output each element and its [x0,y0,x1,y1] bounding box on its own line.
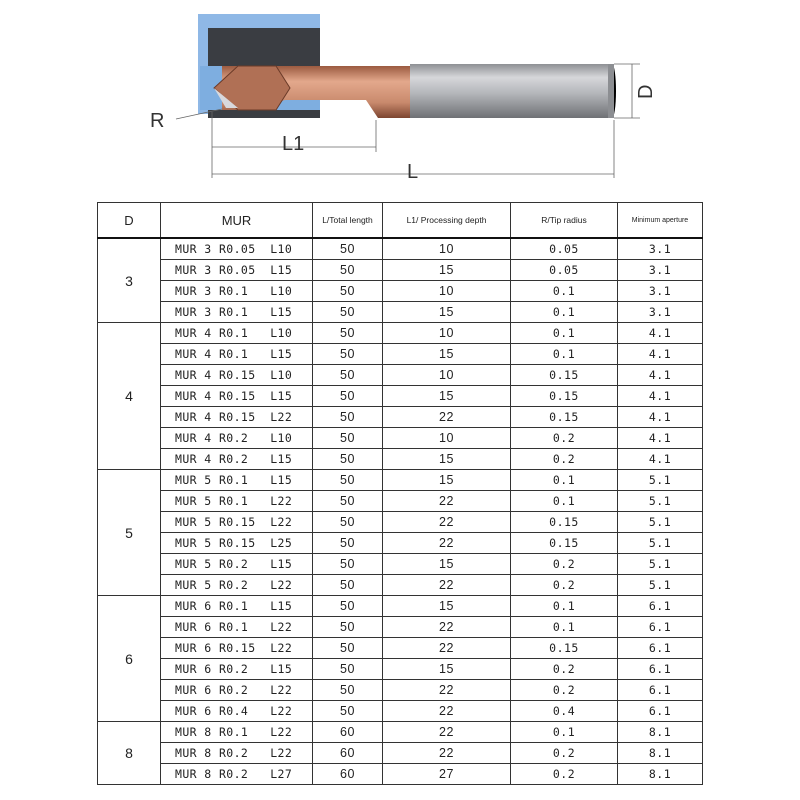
cell-total-length: 50 [313,491,383,512]
cell-tip-radius: 0.15 [511,512,618,533]
cell-processing-depth: 15 [383,596,511,617]
table-row [98,617,703,638]
cell-min-aperture: 8.1 [618,722,703,743]
cell-processing-depth: 22 [383,575,511,596]
cell-tip-radius: 0.1 [511,323,618,344]
cell-tip-radius: 0.1 [511,302,618,323]
cell-model: MUR 8 R0.2 L27 [161,764,313,785]
table-row [98,449,703,470]
cell-total-length: 50 [313,365,383,386]
cell-tip-radius: 0.1 [511,281,618,302]
table-row [98,701,703,722]
cell-min-aperture: 5.1 [618,575,703,596]
cell-tip-radius: 0.2 [511,575,618,596]
cell-min-aperture: 4.1 [618,428,703,449]
diameter-group [98,470,703,596]
cell-min-aperture: 8.1 [618,764,703,785]
cell-total-length: 50 [313,449,383,470]
cell-total-length: 50 [313,238,383,260]
cell-processing-depth: 10 [383,281,511,302]
cell-tip-radius: 0.2 [511,659,618,680]
cell-d: 4 [98,323,161,470]
cell-total-length: 50 [313,470,383,491]
cell-tip-radius: 0.1 [511,344,618,365]
table-row [98,764,703,785]
cell-model: MUR 3 R0.05 L10 [161,238,313,260]
table-row [98,407,703,428]
cell-min-aperture: 6.1 [618,596,703,617]
table-row [98,575,703,596]
cell-min-aperture: 5.1 [618,491,703,512]
cell-model: MUR 6 R0.1 L22 [161,617,313,638]
table-row [98,365,703,386]
cell-model: MUR 6 R0.4 L22 [161,701,313,722]
cell-total-length: 50 [313,260,383,281]
cell-total-length: 50 [313,638,383,659]
header-processing-depth: L1/ Processing depth [383,203,511,239]
cell-processing-depth: 15 [383,386,511,407]
cell-total-length: 60 [313,743,383,764]
table-row [98,344,703,365]
cell-min-aperture: 4.1 [618,344,703,365]
diameter-group [98,596,703,722]
cell-model: MUR 4 R0.2 L15 [161,449,313,470]
cell-tip-radius: 0.15 [511,365,618,386]
cell-processing-depth: 22 [383,512,511,533]
cell-min-aperture: 6.1 [618,701,703,722]
cell-min-aperture: 6.1 [618,617,703,638]
table-row [98,428,703,449]
table-row [98,533,703,554]
cell-min-aperture: 6.1 [618,659,703,680]
cell-d: 6 [98,596,161,722]
cell-total-length: 50 [313,575,383,596]
table-row [98,302,703,323]
header-row [98,203,703,239]
diameter-group [98,722,703,785]
diameter-group [98,238,703,323]
cell-processing-depth: 10 [383,323,511,344]
cell-processing-depth: 15 [383,344,511,365]
cell-processing-depth: 22 [383,533,511,554]
cell-model: MUR 5 R0.1 L15 [161,470,313,491]
cell-model: MUR 5 R0.15 L22 [161,512,313,533]
cell-processing-depth: 10 [383,428,511,449]
cell-model: MUR 4 R0.15 L10 [161,365,313,386]
cell-tip-radius: 0.1 [511,617,618,638]
cell-tip-radius: 0.15 [511,533,618,554]
cell-model: MUR 8 R0.1 L22 [161,722,313,743]
table-row [98,238,703,260]
label-d: D [635,84,657,99]
cell-tip-radius: 0.05 [511,238,618,260]
table-row [98,512,703,533]
cell-d: 5 [98,470,161,596]
cell-tip-radius: 0.1 [511,596,618,617]
table-row [98,470,703,491]
cell-model: MUR 4 R0.15 L22 [161,407,313,428]
cell-min-aperture: 6.1 [618,638,703,659]
cell-tip-radius: 0.1 [511,722,618,743]
cell-model: MUR 5 R0.1 L22 [161,491,313,512]
table-row [98,281,703,302]
cell-total-length: 50 [313,701,383,722]
table-row [98,323,703,344]
cell-tip-radius: 0.15 [511,638,618,659]
cell-total-length: 50 [313,302,383,323]
header-mur: MUR [161,203,313,239]
cell-model: MUR 5 R0.2 L15 [161,554,313,575]
table-row [98,491,703,512]
cell-model: MUR 4 R0.2 L10 [161,428,313,449]
cell-tip-radius: 0.2 [511,743,618,764]
cell-processing-depth: 22 [383,680,511,701]
cell-processing-depth: 22 [383,638,511,659]
cell-min-aperture: 3.1 [618,238,703,260]
cell-processing-depth: 15 [383,449,511,470]
cell-total-length: 50 [313,680,383,701]
cell-tip-radius: 0.2 [511,764,618,785]
table-row [98,386,703,407]
shank-end-face [608,64,614,118]
cell-model: MUR 5 R0.2 L22 [161,575,313,596]
label-r: R [150,110,165,132]
cell-min-aperture: 5.1 [618,512,703,533]
cell-min-aperture: 5.1 [618,470,703,491]
cell-processing-depth: 22 [383,701,511,722]
table-row [98,722,703,743]
cell-min-aperture: 4.1 [618,407,703,428]
table-row [98,554,703,575]
cell-model: MUR 3 R0.05 L15 [161,260,313,281]
cell-processing-depth: 15 [383,302,511,323]
cell-tip-radius: 0.4 [511,701,618,722]
cell-total-length: 50 [313,407,383,428]
table-row [98,596,703,617]
table-row [98,260,703,281]
cell-min-aperture: 3.1 [618,281,703,302]
cell-model: MUR 6 R0.2 L15 [161,659,313,680]
cell-min-aperture: 4.1 [618,365,703,386]
table-row [98,743,703,764]
cell-min-aperture: 4.1 [618,449,703,470]
cell-processing-depth: 22 [383,617,511,638]
cell-total-length: 50 [313,281,383,302]
cell-tip-radius: 0.1 [511,470,618,491]
label-l: L [407,161,419,183]
cell-processing-depth: 15 [383,659,511,680]
cell-total-length: 50 [313,533,383,554]
cell-d: 8 [98,722,161,785]
cell-model: MUR 3 R0.1 L15 [161,302,313,323]
header-total-length: L/Total length [313,203,383,239]
header-min-aperture: Minimum aperture [618,203,703,239]
cell-total-length: 50 [313,344,383,365]
spec-table [97,202,703,785]
cell-tip-radius: 0.2 [511,680,618,701]
cell-model: MUR 4 R0.1 L15 [161,344,313,365]
label-l1: L1 [282,133,305,155]
cell-model: MUR 8 R0.2 L22 [161,743,313,764]
cell-model: MUR 6 R0.1 L15 [161,596,313,617]
cell-model: MUR 4 R0.15 L15 [161,386,313,407]
cell-model: MUR 6 R0.2 L22 [161,680,313,701]
cell-total-length: 50 [313,386,383,407]
cell-tip-radius: 0.2 [511,554,618,575]
cell-processing-depth: 15 [383,260,511,281]
cell-min-aperture: 3.1 [618,260,703,281]
cell-min-aperture: 8.1 [618,743,703,764]
cell-total-length: 50 [313,659,383,680]
cell-model: MUR 4 R0.1 L10 [161,323,313,344]
cell-processing-depth: 10 [383,365,511,386]
cell-processing-depth: 22 [383,407,511,428]
cell-min-aperture: 3.1 [618,302,703,323]
cell-total-length: 50 [313,554,383,575]
cell-processing-depth: 15 [383,554,511,575]
cell-min-aperture: 4.1 [618,323,703,344]
cell-total-length: 60 [313,764,383,785]
cell-tip-radius: 0.2 [511,428,618,449]
cell-min-aperture: 4.1 [618,386,703,407]
cell-min-aperture: 5.1 [618,554,703,575]
diameter-group [98,323,703,470]
cell-model: MUR 6 R0.15 L22 [161,638,313,659]
cell-total-length: 50 [313,323,383,344]
cell-processing-depth: 27 [383,764,511,785]
cell-total-length: 50 [313,596,383,617]
cell-tip-radius: 0.15 [511,407,618,428]
cell-model: MUR 3 R0.1 L10 [161,281,313,302]
table-row [98,680,703,701]
cell-tip-radius: 0.2 [511,449,618,470]
tool-shank [410,64,614,118]
cell-tip-radius: 0.05 [511,260,618,281]
table-row [98,638,703,659]
header-tip-radius: R/Tip radius [511,203,618,239]
header-d: D [98,203,161,239]
cell-processing-depth: 15 [383,470,511,491]
cell-total-length: 50 [313,428,383,449]
cell-processing-depth: 22 [383,491,511,512]
cell-processing-depth: 10 [383,238,511,260]
table-row [98,659,703,680]
cell-total-length: 60 [313,722,383,743]
cell-total-length: 50 [313,512,383,533]
cell-processing-depth: 22 [383,743,511,764]
cell-model: MUR 5 R0.15 L25 [161,533,313,554]
cell-processing-depth: 22 [383,722,511,743]
cell-d: 3 [98,238,161,323]
cell-tip-radius: 0.1 [511,491,618,512]
cell-min-aperture: 5.1 [618,533,703,554]
cell-tip-radius: 0.15 [511,386,618,407]
cell-min-aperture: 6.1 [618,680,703,701]
tool-diagram [0,0,800,195]
cell-total-length: 50 [313,617,383,638]
